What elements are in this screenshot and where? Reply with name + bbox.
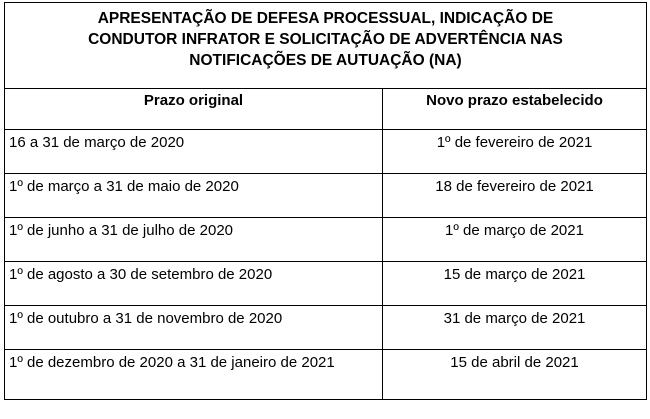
cell-novo-prazo: 15 de março de 2021 bbox=[383, 262, 647, 306]
table-title-line-3: NOTIFICAÇÕES DE AUTUAÇÃO (NA) bbox=[189, 52, 462, 69]
table-title-line-2: CONDUTOR INFRATOR E SOLICITAÇÃO DE ADVERTÊNCIA NAS bbox=[88, 31, 563, 48]
table-title-row bbox=[5, 3, 647, 89]
header-novo-prazo: Novo prazo estabelecido bbox=[383, 89, 647, 130]
cell-novo-prazo: 18 de fevereiro de 2021 bbox=[383, 174, 647, 218]
table-title bbox=[5, 3, 647, 89]
table-row bbox=[5, 130, 647, 174]
table-header-row bbox=[5, 89, 647, 130]
cell-prazo-original: 1º de outubro a 31 de novembro de 2020 bbox=[5, 306, 383, 350]
cell-novo-prazo: 1º de fevereiro de 2021 bbox=[383, 130, 647, 174]
table-title-line-1: APRESENTAÇÃO DE DEFESA PROCESSUAL, INDICAÇÃO DE bbox=[97, 10, 554, 27]
table-row bbox=[5, 350, 647, 400]
cell-prazo-original: 1º de março a 31 de maio de 2020 bbox=[5, 174, 383, 218]
cell-prazo-original: 1º de junho a 31 de julho de 2020 bbox=[5, 218, 383, 262]
cell-novo-prazo: 15 de abril de 2021 bbox=[383, 350, 647, 400]
deadline-table bbox=[4, 2, 647, 400]
table-row bbox=[5, 262, 647, 306]
table-row bbox=[5, 218, 647, 262]
header-prazo-original: Prazo original bbox=[5, 89, 383, 130]
cell-prazo-original: 1º de agosto a 30 de setembro de 2020 bbox=[5, 262, 383, 306]
table-row bbox=[5, 306, 647, 350]
cell-novo-prazo: 31 de março de 2021 bbox=[383, 306, 647, 350]
cell-novo-prazo: 1º de março de 2021 bbox=[383, 218, 647, 262]
cell-prazo-original: 16 a 31 de março de 2020 bbox=[5, 130, 383, 174]
cell-prazo-original: 1º de dezembro de 2020 a 31 de janeiro de 2021 bbox=[5, 350, 383, 400]
table-row bbox=[5, 174, 647, 218]
